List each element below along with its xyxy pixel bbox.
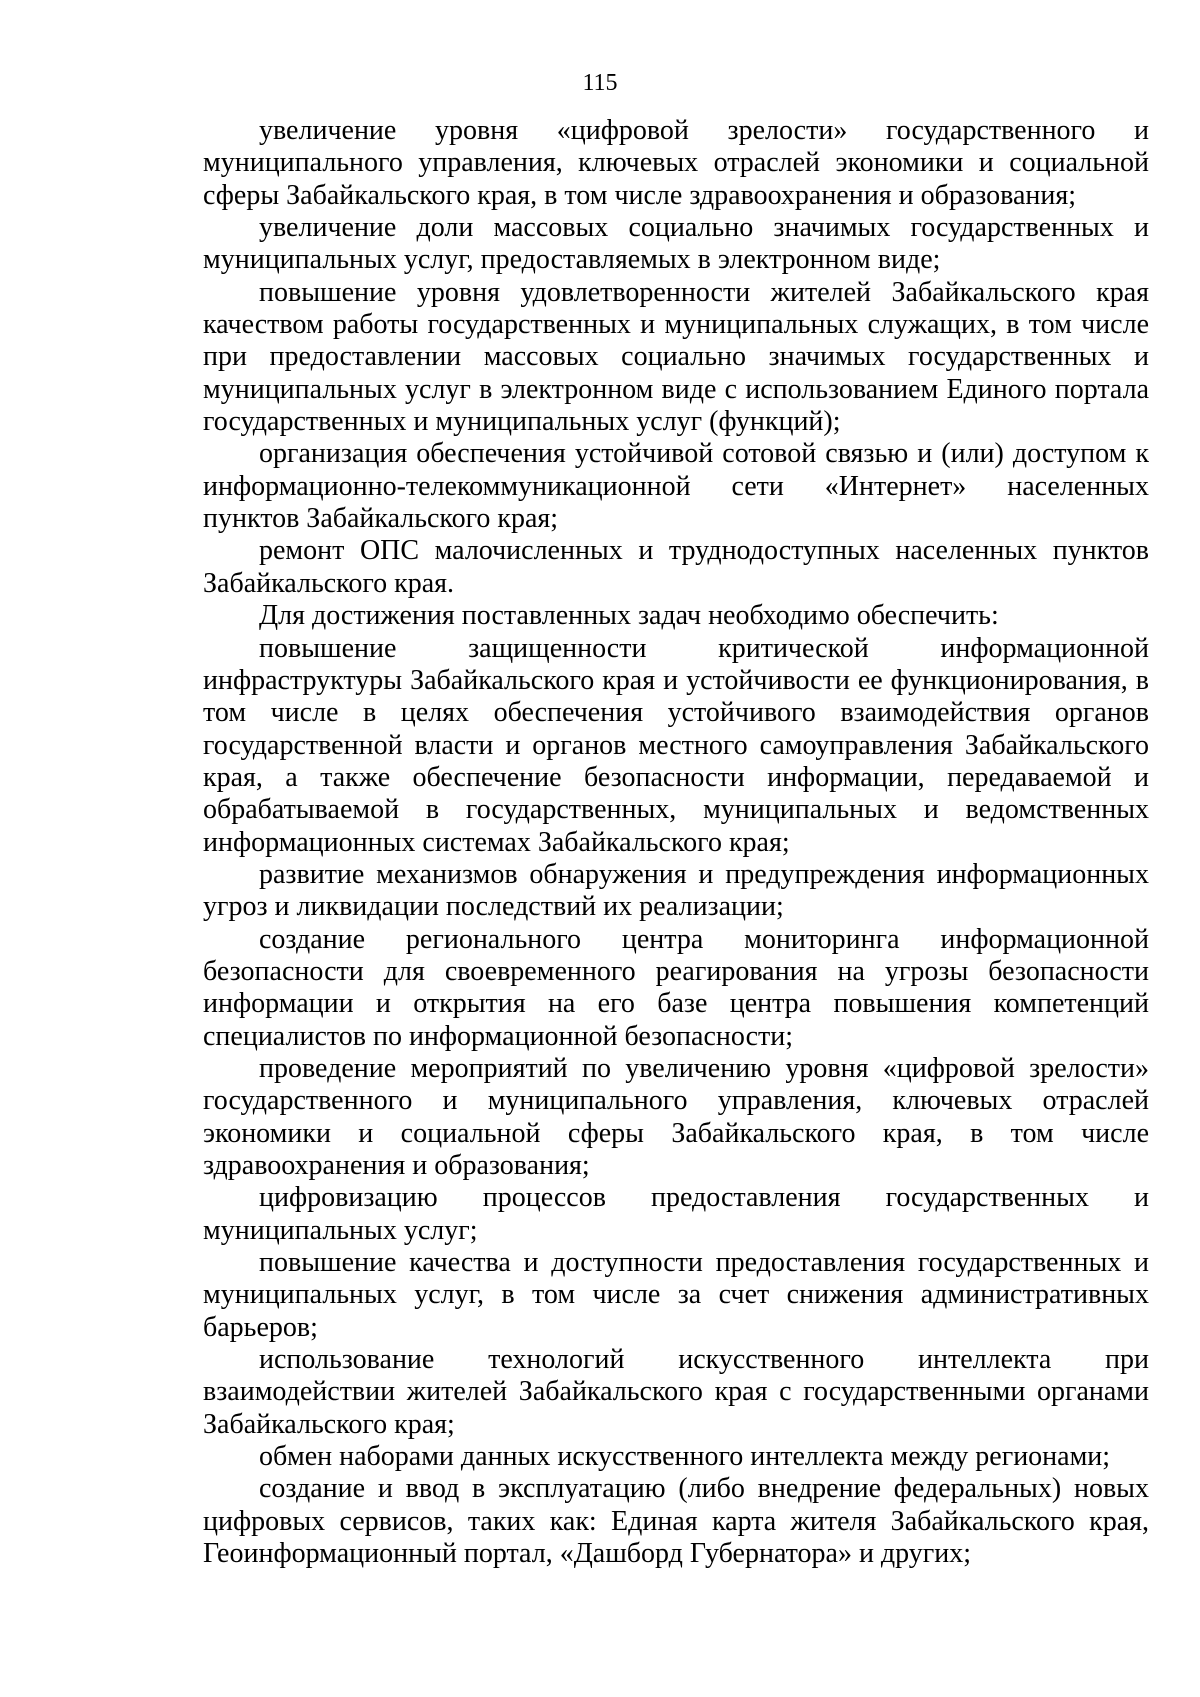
- paragraph: повышение уровня удовлетворенности жителей Забайкальского края качеством работы государственных и муниципальных служащих, в том числе при предоставлении массовых социально значимых государственных и муниципальных услуг в электронном виде с использованием Единого портала государственных и муниципальных услуг (функций);: [203, 276, 1149, 438]
- paragraph: организация обеспечения устойчивой сотовой связью и (или) доступом к информационно-телекоммуникационной сети «Интернет» населенных пунктов Забайкальского края;: [203, 438, 1149, 535]
- paragraph: создание и ввод в эксплуатацию (либо внедрение федеральных) новых цифровых сервисов, таких как: Единая карта жителя Забайкальского края, Геоинформационный портал, «Дашборд Губернатора» и других;: [203, 1473, 1149, 1570]
- page-number: 115: [582, 70, 618, 96]
- document-body: [203, 115, 1149, 1570]
- paragraph: проведение мероприятий по увеличению уровня «цифровой зрелости» государственного и муниципального управления, ключевых отраслей экономики и социальной сферы Забайкальского края, в том числе здравоохранения и образования;: [203, 1052, 1149, 1181]
- paragraph: ремонт ОПС малочисленных и труднодоступных населенных пунктов Забайкальского края.: [203, 535, 1149, 599]
- paragraph: обмен наборами данных искусственного интеллекта между регионами;: [259, 1441, 1111, 1473]
- paragraph: повышение качества и доступности предоставления государственных и муниципальных услуг, в том числе за счет снижения административных барьеров;: [203, 1247, 1149, 1343]
- paragraph: увеличение уровня «цифровой зрелости» государственного и муниципального управления, ключевых отраслей экономики и социальной сферы Забайкальского края, в том числе здравоохранения и образования;: [203, 115, 1149, 211]
- paragraph: Для достижения поставленных задач необходимо обеспечить:: [259, 600, 999, 632]
- paragraph: увеличение доли массовых социально значимых государственных и муниципальных услуг, предоставляемых в электронном виде;: [203, 212, 1149, 276]
- paragraph: использование технологий искусственного интеллекта при взаимодействии жителей Забайкальского края с государственными органами Забайкальского края;: [203, 1344, 1149, 1440]
- paragraph: развитие механизмов обнаружения и предупреждения информационных угроз и ликвидации последствий их реализации;: [203, 858, 1149, 923]
- paragraph: цифровизацию процессов предоставления государственных и муниципальных услуг;: [203, 1182, 1149, 1246]
- paragraph: создание регионального центра мониторинга информационной безопасности для своевременного реагирования на угрозы безопасности информации и открытия на его базе центра повышения компетенций специалистов по информационной безопасности;: [203, 923, 1149, 1052]
- paragraph: повышение защищенности критической информационной инфраструктуры Забайкальского края и устойчивости ее функционирования, в том числе в целях обеспечения устойчивого взаимодействия органов государственной власти и органов местного самоуправления Забайкальского края, а также обеспечение безопасности информации, передаваемой и обрабатываемой в государственных, муниципальных и ведомственных информационных системах Забайкальского края;: [203, 632, 1149, 858]
